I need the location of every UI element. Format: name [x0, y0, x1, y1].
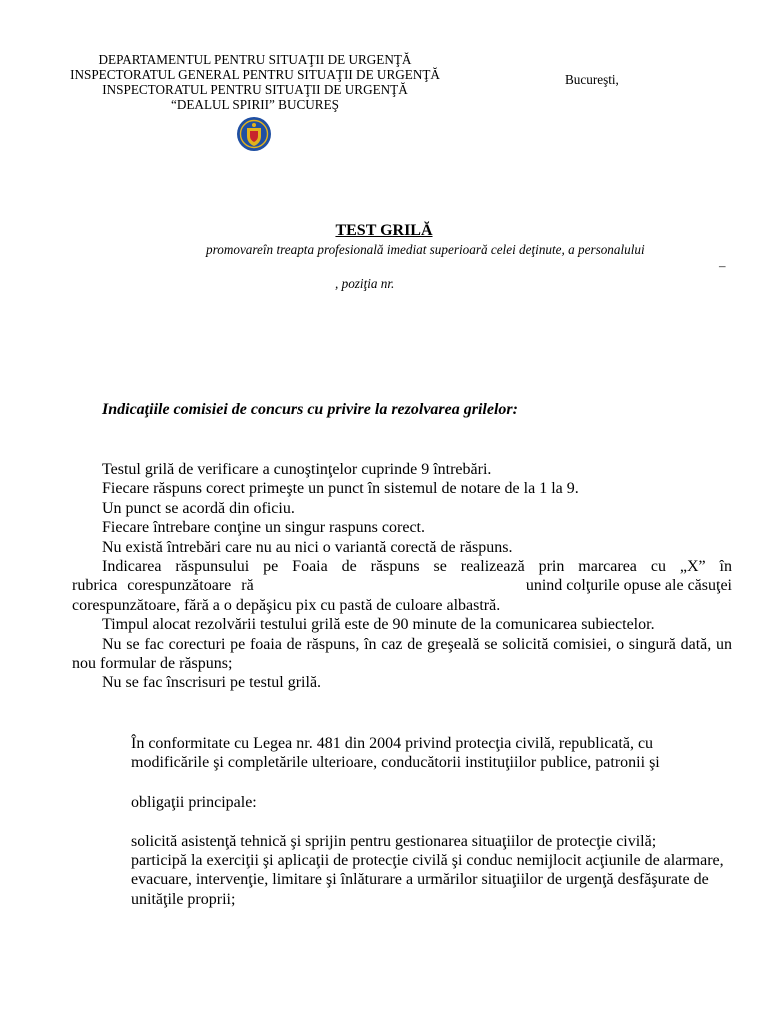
document-subtitle: promovareîn treapta profesională imediat superioară celei deţinute, a personalului — [206, 242, 645, 257]
rule-marking-line-2 — [72, 576, 732, 595]
rule-item: Nu se fac înscrisuri pe testul grilă. — [102, 674, 322, 692]
position-label: , poziţia nr. — [335, 276, 395, 291]
rule-marking-line-1: Indicarea răspunsului pe Foaia de răspuns se realizează prin marcarea cu „X” în — [102, 558, 732, 576]
section-item: participă la exerciţii şi aplicaţii de protecţie civilă şi conduc nemijlocit acţiunile de alarmare, evacuare, intervenţie, limitare şi înlăturare a urmărilor situaţiilor de urgenţă desfăşurate de unităţile proprii; — [131, 852, 724, 908]
rule-item: Fiecare întrebare conţine un singur raspuns corect. — [102, 519, 425, 537]
rule-item: Nu se fac corecturi pe foaia de răspuns, în caz de greşeală se solicită comisiei, o singură dată, un nou formular de răspuns; — [72, 635, 732, 673]
romanian-coat-of-arms-icon — [236, 116, 272, 152]
header-line: DEPARTAMENTUL PENTRU SITUAŢII DE URGENŢĂ — [98, 52, 412, 67]
header-institutions — [50, 52, 460, 112]
rule-marking-part-a: rubrica corespunzătoare ră — [72, 577, 254, 595]
rule-item: Nu există întrebări care nu au nici o variantă corectă de răspuns. — [102, 538, 513, 556]
section-intro: În conformitate cu Legea nr. 481 din 2004 privind protecţia civilă, republicată, cu modificările şi completările ulterioare, conducătorii instituţiilor publice, patronii şi — [131, 735, 660, 772]
document-title: TEST GRILĂ — [335, 222, 433, 239]
rule-marking-line-3: corespunzătoare, fără a o depăşicu pix cu pastă de culoare albastră. — [72, 596, 501, 614]
rule-item: Testul grilă de verificare a cunoştinţelor cuprinde 9 întrebări. — [102, 461, 492, 478]
instructions-heading: Indicaţiile comisiei de concurs cu privire la rezolvarea grilelor: — [102, 401, 518, 418]
rule-item: Fiecare răspuns corect primeşte un punct în sistemul de notare de la 1 la 9. — [102, 480, 579, 498]
city-date: Bucureşti, — [565, 72, 619, 87]
header-line: INSPECTORATUL PENTRU SITUAŢII DE URGENŢĂ — [102, 82, 408, 97]
rule-item: Un punct se acordă din oficiu. — [102, 499, 295, 517]
section-item: solicită asistenţă tehnică şi sprijin pentru gestionarea situaţiilor de protecţie civilă; — [131, 833, 657, 850]
instructions-list — [72, 460, 732, 693]
rule-marking-part-b: unind colţurile opuse ale căsuţei — [525, 577, 732, 595]
section-label: obligaţii principale: — [131, 794, 257, 811]
rule-item: Timpul alocat rezolvării testului grilă este de 90 minute de la comunicarea subiectelor. — [102, 616, 655, 634]
header-line: INSPECTORATUL GENERAL PENTRU SITUAŢII DE URGENŢĂ — [70, 67, 440, 82]
subtitle-dash: – — [719, 258, 726, 273]
header-line: “DEALUL SPIRII” BUCUREŞ — [170, 97, 339, 112]
